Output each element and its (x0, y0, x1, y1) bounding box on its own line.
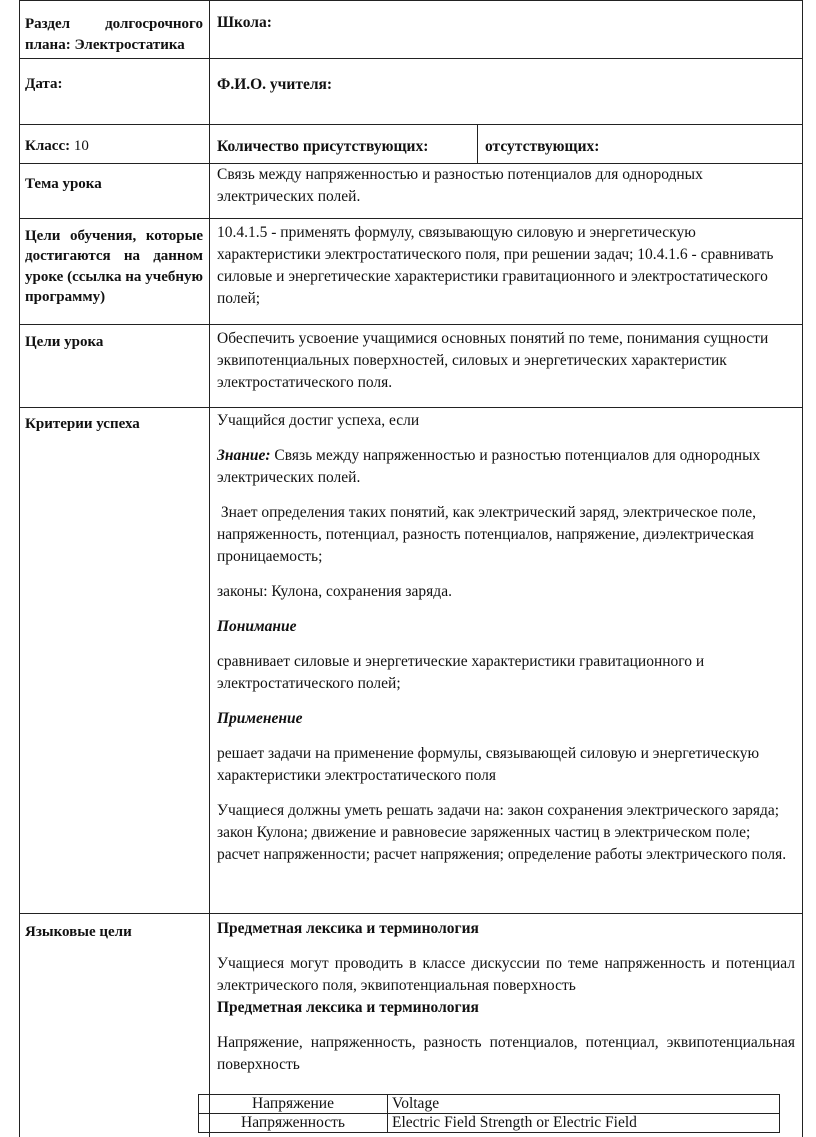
terms-text: Напряжение, напряженность, разность потенциалов, потенциал, эквипотенциальная поверхность (217, 1034, 795, 1073)
lesson-goals-label: Цели урока (25, 334, 104, 350)
table-row (199, 1095, 780, 1114)
language-goals-value (209, 914, 803, 1076)
understanding-text: сравнивает силовые и энергетические характеристики гравитационного и электростатического полей; (217, 653, 705, 692)
criteria-knowledge (217, 445, 795, 489)
learning-goals-label: Цели обучения, которые достигаются на данном уроке (ссылка на учебную программу) (25, 228, 203, 306)
terminology-heading-2: Предметная лексика и терминология (217, 999, 479, 1016)
row-line (19, 0, 803, 1)
lesson-goals-value: Обеспечить усвоение учащимися основных понятий по теме, понимания сущности эквипотенциальных поверхностей, силовых и энергетических характеристик электростатического поля. (217, 330, 769, 391)
class-cell (19, 132, 209, 157)
row-line (19, 58, 803, 59)
terminology-heading: Предметная лексика и терминология (217, 920, 479, 937)
vocab-en: Electric Field Strength or Electric Field (388, 1114, 780, 1133)
knowledge-heading: Знание: (217, 447, 271, 464)
vocab-ru: Напряжение (199, 1095, 388, 1114)
topic-value: Связь между напряженностью и разностью потенциалов для однородных электрических полей. (217, 166, 703, 205)
success-criteria-label: Критерии успеха (25, 416, 140, 432)
vocabulary-table (198, 1094, 780, 1133)
class-value: 10 (73, 138, 89, 154)
skills-text: Учащиеся должны уметь решать задачи на: закон сохранения электрического заряда; закон Кулона; движение и равновесие заряженных частиц в электрическом поле; расчет напряженности; расчет напряжения; определение работы электрического поля. (217, 802, 787, 863)
absent-label: отсутствующих: (485, 138, 600, 155)
row-line (19, 124, 803, 125)
present-label: Количество присутствующих: (217, 138, 429, 155)
vocab-en: Voltage (388, 1095, 780, 1114)
application-heading: Применение (217, 710, 303, 727)
school-label: Школа: (217, 14, 272, 31)
understanding-heading: Понимание (217, 618, 297, 635)
criteria-laws: законы: Кулона, сохранения заряда. (217, 583, 452, 600)
vocab-ru: Напряженность (199, 1114, 388, 1133)
application-text: решает задачи на применение формулы, связывающей силовую и энергетическую характеристики электростатического поля (217, 745, 760, 784)
table-row (199, 1114, 780, 1133)
language-goals-label: Языковые цели (25, 924, 132, 940)
criteria-knows: Знает определения таких понятий, как электрический заряд, электрическое поле, напряженность, потенциал, разность потенциалов, напряжение, диэлектрическая проницаемость; (217, 504, 760, 565)
topic-label: Тема урока (25, 176, 102, 192)
criteria-intro: Учащийся достиг успеха, если (217, 412, 420, 429)
section-label: Раздел долгосрочного плана: Электростатика (25, 16, 203, 54)
lesson-plan-table (19, 0, 803, 1137)
class-label: Класс: (25, 138, 71, 154)
success-criteria-value (209, 406, 803, 879)
teacher-label: Ф.И.О. учителя: (217, 76, 333, 93)
discussion-text: Учащиеся могут проводить в классе дискуссии по теме напряженность и потенциал электрического поля, эквипотенциальная поверхность (217, 955, 795, 994)
knowledge-text: Связь между напряженностью и разностью потенциалов для однородных электрических полей. (217, 447, 761, 486)
date-label: Дата: (25, 76, 63, 92)
learning-goals-value: 10.4.1.5 - применять формулу, связывающую силовую и энергетическую характеристики электростатического поля, при решении задач; 10.4.1.6 - сравнивать силовые и энергетические характеристики гравитационного и электростатического полей; (217, 224, 774, 307)
